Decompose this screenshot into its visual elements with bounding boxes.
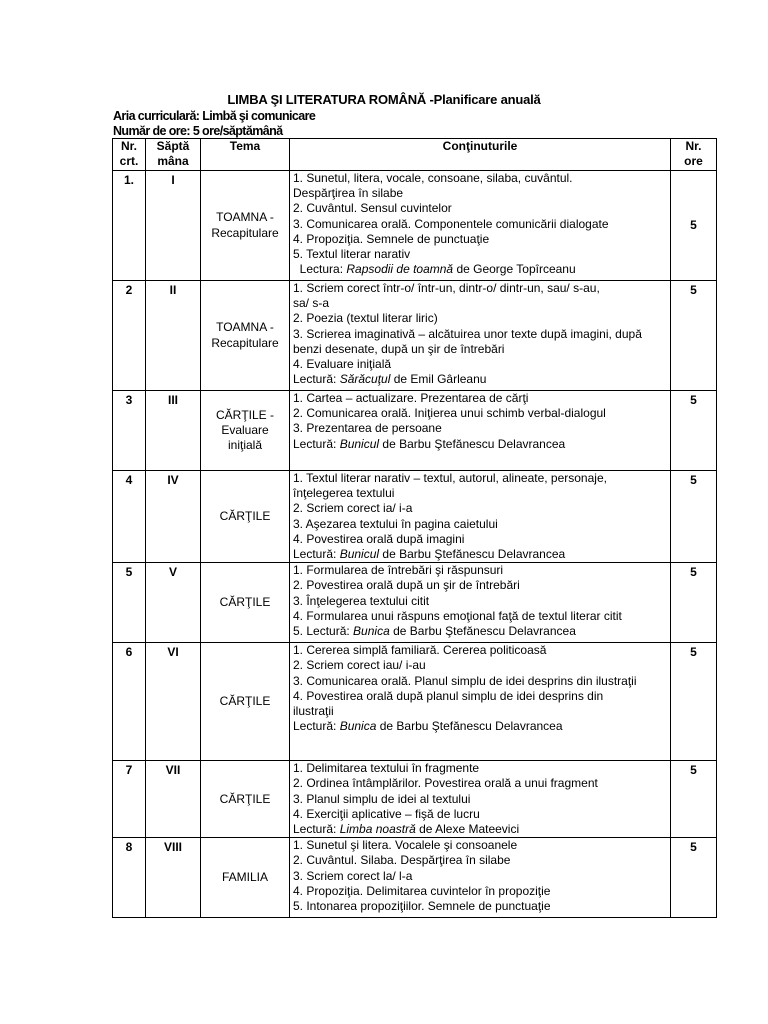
content-line: 1. Scriem corect într-o/ într-un, dintr-o/ dintr-un, sau/ s-au, xyxy=(293,281,600,295)
theme-line: iniţială xyxy=(227,438,263,453)
row-week: VI xyxy=(146,643,201,761)
lectura-line xyxy=(293,437,667,452)
lectura-author: de George Topîrceanu xyxy=(453,262,576,277)
lectura-author: de Barbu Ştefănescu Delavrancea xyxy=(379,547,566,562)
lectura-title: Sărăcuţul xyxy=(339,372,391,387)
table-row xyxy=(113,171,717,281)
theme-line: TOAMNA - xyxy=(216,210,274,225)
row-theme xyxy=(201,391,290,471)
content-line: 1. Formularea de întrebări şi răspunsuri xyxy=(293,563,504,578)
lectura-line xyxy=(293,547,667,562)
content-line: 2. Comunicarea orală. Iniţierea unui schimb verbal-dialogul xyxy=(293,406,606,421)
content-line: 2. Cuvântul. Silaba. Despărţirea în silabe xyxy=(293,853,511,868)
lectura-author: de Alexe Mateevici xyxy=(415,822,520,837)
theme-line: CĂRŢILE xyxy=(219,694,271,709)
lectura-title: Bunica xyxy=(353,624,390,639)
numar-ore: Număr de ore: 5 ore/săptămână xyxy=(113,124,283,138)
lectura-author: de Emil Gârleanu xyxy=(390,372,487,387)
row-hours: 5 xyxy=(671,391,717,471)
theme-line: TOAMNA - xyxy=(216,320,274,335)
row-content xyxy=(290,391,671,471)
row-content xyxy=(290,643,671,761)
content-line: 3. Planul simplu de idei al textului xyxy=(293,791,471,806)
lectura-line xyxy=(293,822,667,837)
row-theme xyxy=(201,761,290,838)
content-line: 3. Înţelegerea textului citit xyxy=(293,593,430,608)
header-saptamana: Săptă mâna xyxy=(146,139,201,171)
row-hours: 5 xyxy=(671,643,717,761)
content-line: ilustraţii xyxy=(293,704,334,719)
content-line: 1. Delimitarea textului în fragmente xyxy=(293,761,480,776)
table-row xyxy=(113,471,717,563)
content-line: 1. Sunetul, litera, vocale, consoane, silaba, cuvântul. xyxy=(293,171,573,185)
row-hours: 5 xyxy=(671,563,717,643)
row-number: 2 xyxy=(113,281,146,391)
content-line: 3. Aşezarea textului în pagina caietului xyxy=(293,516,498,531)
lectura-line xyxy=(293,624,667,639)
row-theme xyxy=(201,643,290,761)
row-theme xyxy=(201,171,290,281)
lectura-prefix: Lectură: xyxy=(293,547,340,562)
document-title: LIMBA ŞI LITERATURA ROMÂNĂ -Planificare anuală xyxy=(227,92,541,107)
content-line: 4. Evaluare iniţială xyxy=(293,357,392,372)
lectura-title: Bunicul xyxy=(339,547,380,562)
row-week: VII xyxy=(146,761,201,838)
theme-line: Evaluare xyxy=(221,422,269,437)
row-theme xyxy=(201,281,290,391)
header-tema: Tema xyxy=(201,139,290,171)
content-line: 4. Formularea unui răspuns emoţional faţă de textul literar citit xyxy=(293,608,622,623)
lectura-title: Bunicul xyxy=(339,436,380,451)
row-week: I xyxy=(146,171,201,281)
lectura-prefix: Lectura: xyxy=(293,262,347,277)
content-line: 2. Cuvântul. Sensul cuvintelor xyxy=(293,201,452,216)
row-hours: 5 xyxy=(671,471,717,563)
lectura-line xyxy=(293,719,667,734)
table-row xyxy=(113,281,717,391)
row-hours: 5 xyxy=(671,761,717,838)
row-week: VIII xyxy=(146,838,201,918)
row-theme xyxy=(201,838,290,918)
content-line: 5. Textul literar narativ xyxy=(293,247,411,262)
row-number: 3 xyxy=(113,391,146,471)
theme-line: CĂRŢILE xyxy=(219,595,271,610)
theme-line: Recapitulare xyxy=(211,335,279,350)
row-content xyxy=(290,761,671,838)
planning-table xyxy=(112,138,717,918)
content-line: 2. Ordinea întâmplărilor. Povestirea orală a unui fragment xyxy=(293,776,598,791)
content-line: 2. Scriem corect ia/ i-a xyxy=(293,501,413,516)
content-line: 1. Cartea – actualizare. Prezentarea de cărţi xyxy=(293,391,529,405)
content-line: 2. Povestirea orală după un şir de întrebări xyxy=(293,578,520,593)
row-content xyxy=(290,281,671,391)
table-row xyxy=(113,838,717,918)
content-line: 2. Scriem corect iau/ i-au xyxy=(293,658,426,673)
content-line: benzi desenate, după un şir de întrebări xyxy=(293,341,505,356)
content-line: 4. Propoziţia. Delimitarea cuvintelor în propoziţie xyxy=(293,883,551,898)
theme-line: CĂRŢILE - xyxy=(215,407,274,422)
row-week: III xyxy=(146,391,201,471)
lectura-author: de Barbu Ştefănescu Delavrancea xyxy=(376,719,563,734)
row-number: 1. xyxy=(113,171,146,281)
row-content xyxy=(290,838,671,918)
theme-line: CĂRŢILE xyxy=(219,509,271,523)
row-theme xyxy=(201,471,290,563)
content-line: 1. Textul literar narativ – textul, autorul, alineate, personaje, xyxy=(293,471,607,485)
row-number: 8 xyxy=(113,838,146,918)
content-line: 3. Scriem corect la/ l-a xyxy=(293,868,413,883)
row-number: 5 xyxy=(113,563,146,643)
header-nr-ore: Nr. ore xyxy=(671,139,717,171)
lectura-prefix: 5. Lectură: xyxy=(293,624,354,639)
table-row xyxy=(113,563,717,643)
row-number: 6 xyxy=(113,643,146,761)
theme-line: FAMILIA xyxy=(221,870,268,885)
content-line: 4. Povestirea orală după imagini xyxy=(293,531,465,546)
lectura-author: de Barbu Ştefănescu Delavrancea xyxy=(389,624,576,639)
lectura-prefix: Lectură: xyxy=(293,436,340,451)
theme-line: Recapitulare xyxy=(211,225,279,240)
table-row xyxy=(113,391,717,471)
row-theme xyxy=(201,563,290,643)
lectura-line xyxy=(293,262,667,277)
lectura-title: Limba noastră xyxy=(339,822,416,837)
lectura-title: Rapsodii de toamnă xyxy=(346,262,454,277)
content-line: 4. Exerciţii aplicative – fişă de lucru xyxy=(293,806,480,821)
table-row xyxy=(113,761,717,838)
content-line: 3. Comunicarea orală. Componentele comunicării dialogate xyxy=(293,216,609,231)
row-week: V xyxy=(146,563,201,643)
content-line: 2. Poezia (textul literar liric) xyxy=(293,311,438,326)
lectura-line xyxy=(293,372,667,387)
aria-curriculara: Aria curriculară: Limbă şi comunicare xyxy=(113,109,316,123)
lectura-prefix: Lectură: xyxy=(293,719,340,734)
row-number: 7 xyxy=(113,761,146,838)
content-line: Despărţirea în silabe xyxy=(293,186,404,201)
content-line: 5. Intonarea propoziţiilor. Semnele de punctuaţie xyxy=(293,899,551,914)
row-hours: 5 xyxy=(671,281,717,391)
header-nr-crt: Nr. crt. xyxy=(113,139,146,171)
row-content xyxy=(290,471,671,563)
content-line: 4. Povestirea orală după planul simplu de idei desprins din xyxy=(293,688,604,703)
row-hours: 5 xyxy=(671,171,717,281)
row-week: IV xyxy=(146,471,201,563)
lectura-prefix: Lectură: xyxy=(293,822,340,837)
content-line: 1. Sunetul şi litera. Vocalele şi consoanele xyxy=(293,838,518,853)
header-continuturi: Conţinuturile xyxy=(290,139,671,171)
theme-line: CĂRŢILE xyxy=(219,791,271,806)
row-content xyxy=(290,171,671,281)
row-content xyxy=(290,563,671,643)
content-line: sa/ s-a xyxy=(293,296,330,311)
table-row xyxy=(113,643,717,761)
row-week: II xyxy=(146,281,201,391)
content-line: înţelegerea textului xyxy=(293,486,395,501)
row-number: 4 xyxy=(113,471,146,563)
lectura-author: de Barbu Ştefănescu Delavrancea xyxy=(379,436,566,451)
lectura-title: Bunica xyxy=(339,719,377,734)
content-line: 4. Propoziţia. Semnele de punctuaţie xyxy=(293,231,490,246)
table-header-row xyxy=(113,139,717,171)
lectura-prefix: Lectură: xyxy=(293,372,340,387)
row-hours: 5 xyxy=(671,838,717,918)
content-line: 1. Cererea simplă familiară. Cererea politicoasă xyxy=(293,643,547,658)
content-line: 3. Scrierea imaginativă – alcătuirea unor texte după imagini, după xyxy=(293,326,642,341)
content-line: 3. Comunicarea orală. Planul simplu de idei desprins din ilustraţii xyxy=(293,673,637,688)
content-line: 3. Prezentarea de persoane xyxy=(293,421,442,436)
